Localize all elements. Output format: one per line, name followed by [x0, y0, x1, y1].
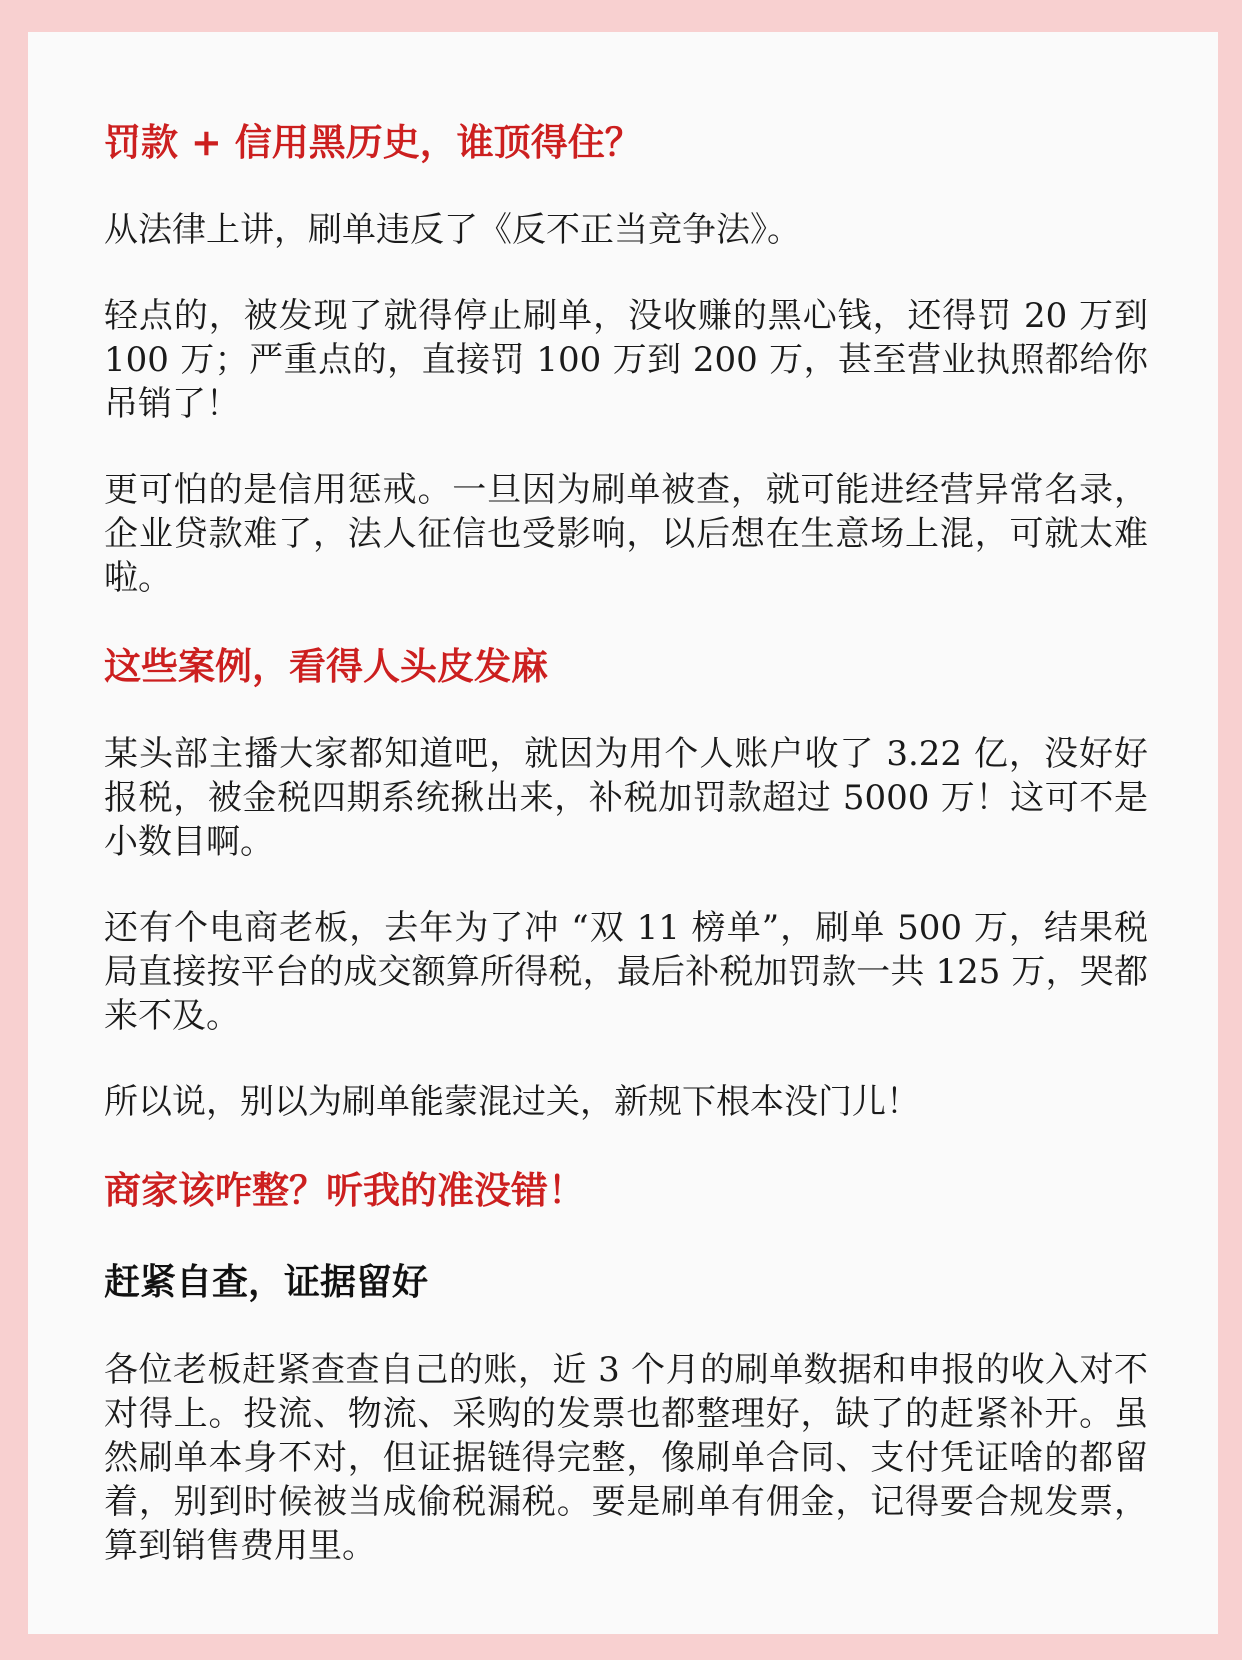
section-heading-penalty: 罚款 + 信用黑历史，谁顶得住？ — [104, 120, 642, 164]
paragraph-fines: 轻点的，被发现了就得停止刷单，没收赚的黑心钱，还得罚 20 万到 100 万；严重点的，直接罚 100 万到 200 万，甚至营业执照都给你吊销了！ — [104, 296, 1148, 424]
subheading-self-check: 赶紧自查，证据留好 — [104, 1261, 429, 1303]
article-card — [28, 32, 1218, 1634]
section-heading-cases: 这些案例，看得人头皮发麻 — [104, 644, 548, 688]
paragraph-law: 从法律上讲，刷单违反了《反不正当竞争法》。 — [104, 210, 801, 250]
paragraph-case-ecommerce: 还有个电商老板，去年为了冲 “双 11 榜单”，刷单 500 万，结果税局直接按平台的成交额算所得税，最后补税加罚款一共 125 万，哭都来不及。 — [104, 908, 1148, 1036]
paragraph-credit: 更可怕的是信用惩戒。一旦因为刷单被查，就可能进经营异常名录，企业贷款难了，法人征信也受影响，以后想在生意场上混，可就太难啦。 — [104, 470, 1148, 598]
paragraph-conclusion: 所以说，别以为刷单能蒙混过关，新规下根本没门儿！ — [104, 1082, 920, 1122]
paragraph-self-check: 各位老板赶紧查查自己的账，近 3 个月的刷单数据和申报的收入对不对得上。投流、物流、采购的发票也都整理好，缺了的赶紧补开。虽然刷单本身不对，但证据链得完整，像刷单合同、支付凭证啥的都留着，别到时候被当成偷税漏税。要是刷单有佣金，记得要合规发票，算到销售费用里。 — [104, 1350, 1148, 1566]
paragraph-case-streamer: 某头部主播大家都知道吧，就因为用个人账户收了 3.22 亿，没好好报税，被金税四期系统揪出来，补税加罚款超过 5000 万！这可不是小数目啊。 — [104, 734, 1148, 862]
section-heading-advice: 商家该咋整？听我的准没错！ — [104, 1168, 585, 1212]
